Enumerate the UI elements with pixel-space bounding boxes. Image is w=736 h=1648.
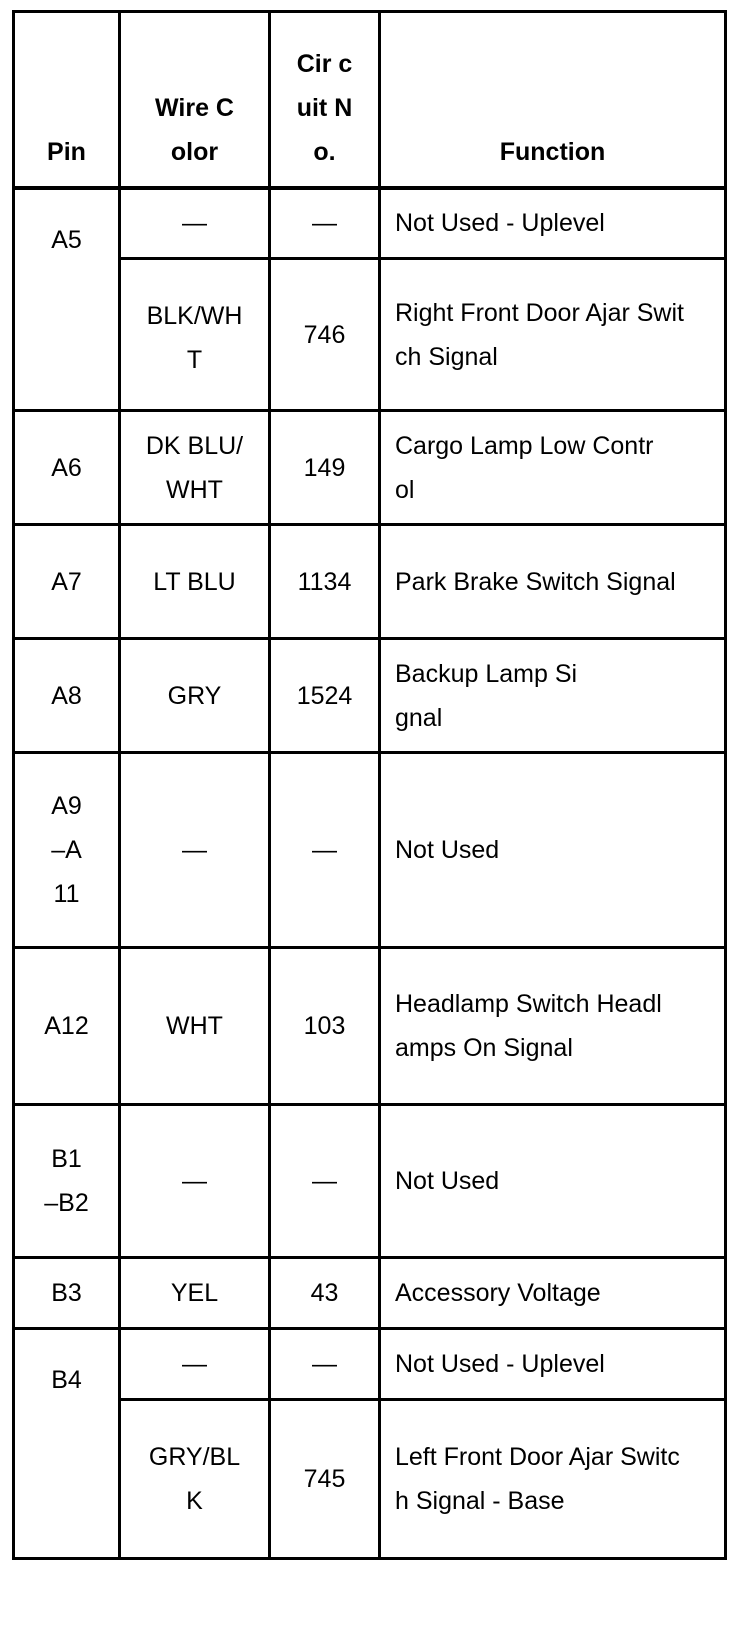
circuit-cell: — [270, 1329, 380, 1400]
pin-cell: A8 [14, 639, 120, 753]
wire-color-cell: GRY [120, 639, 270, 753]
pin-cell: B1 –B2 [14, 1105, 120, 1258]
circuit-cell: — [270, 188, 380, 259]
function-cell: Not Used [380, 1105, 726, 1258]
circuit-cell: 103 [270, 948, 380, 1105]
table-row [14, 948, 726, 1105]
pin-cell: A7 [14, 525, 120, 639]
header-wire-color: Wire Color [120, 12, 270, 188]
table-row [14, 1258, 726, 1329]
header-pin: Pin [14, 12, 120, 188]
header-function: Function [380, 12, 726, 188]
pin-cell: A5 [14, 188, 120, 411]
pin-cell: B4 [14, 1329, 120, 1559]
table-row [14, 188, 726, 259]
wire-color-cell: — [120, 753, 270, 948]
circuit-cell: 1524 [270, 639, 380, 753]
circuit-cell: — [270, 1105, 380, 1258]
table-row [14, 1329, 726, 1400]
pin-cell: A9 –A 11 [14, 753, 120, 948]
table-row [14, 1400, 726, 1559]
table-row [14, 639, 726, 753]
circuit-cell: 1134 [270, 525, 380, 639]
function-cell: Not Used - Uplevel [380, 1329, 726, 1400]
function-cell: Backup Lamp Signal [380, 639, 726, 753]
header-row [14, 12, 726, 188]
wire-color-cell: LT BLU [120, 525, 270, 639]
function-cell: Park Brake Switch Signal [380, 525, 726, 639]
wire-color-cell: BLK/WHT [120, 259, 270, 411]
table-row [14, 525, 726, 639]
function-cell: Left Front Door Ajar Switch Signal - Base [380, 1400, 726, 1559]
circuit-cell: 149 [270, 411, 380, 525]
function-cell: Not Used [380, 753, 726, 948]
table-row [14, 259, 726, 411]
wire-color-cell: WHT [120, 948, 270, 1105]
pin-cell: A6 [14, 411, 120, 525]
function-cell: Headlamp Switch Headlamps On Signal [380, 948, 726, 1105]
header-circuit-no: Cir cuit No. [270, 12, 380, 188]
function-cell: Right Front Door Ajar Switch Signal [380, 259, 726, 411]
function-cell: Accessory Voltage [380, 1258, 726, 1329]
wire-color-cell: GRY/BLK [120, 1400, 270, 1559]
wire-color-cell: DK BLU/ WHT [120, 411, 270, 525]
circuit-cell: 746 [270, 259, 380, 411]
function-cell: Not Used - Uplevel [380, 188, 726, 259]
circuit-cell: 745 [270, 1400, 380, 1559]
wire-color-cell: — [120, 1105, 270, 1258]
table-row [14, 753, 726, 948]
pin-cell: B3 [14, 1258, 120, 1329]
function-cell: Cargo Lamp Low Control [380, 411, 726, 525]
table-row [14, 411, 726, 525]
wire-color-cell: — [120, 1329, 270, 1400]
wire-color-cell: YEL [120, 1258, 270, 1329]
circuit-cell: — [270, 753, 380, 948]
pin-cell: A12 [14, 948, 120, 1105]
wire-color-cell: — [120, 188, 270, 259]
table-row [14, 1105, 726, 1258]
pin-table [12, 10, 727, 1560]
circuit-cell: 43 [270, 1258, 380, 1329]
